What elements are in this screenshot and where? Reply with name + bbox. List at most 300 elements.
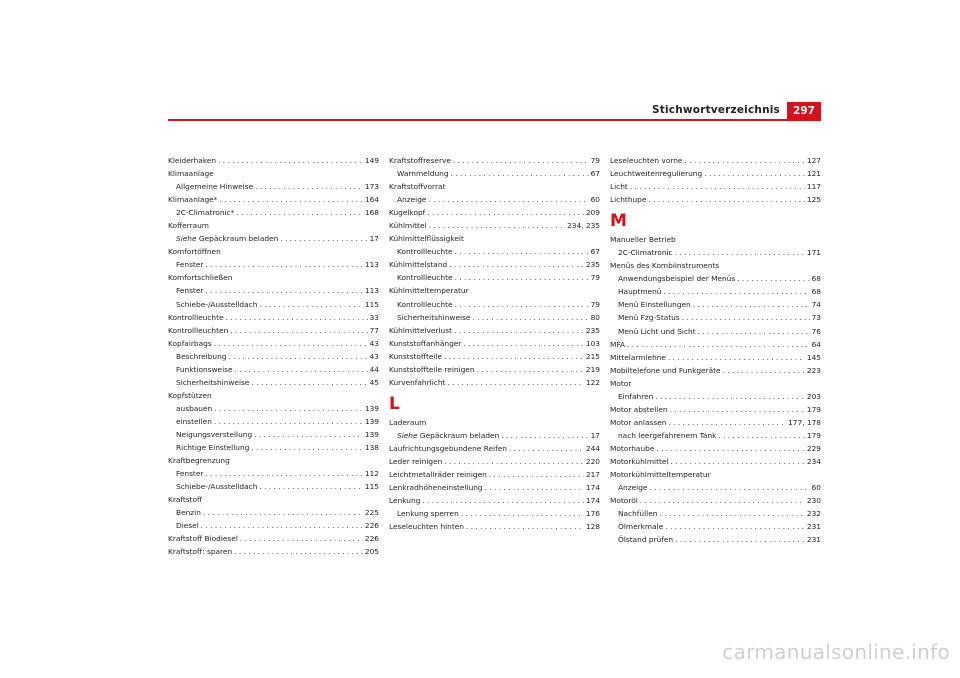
index-entry: [610, 364, 821, 377]
index-entry-label: Benzin: [176, 508, 201, 518]
dot-leader: [670, 455, 804, 468]
index-page-ref: 125: [806, 195, 821, 205]
index-page-ref: 231: [806, 535, 821, 545]
dot-leader: [489, 468, 584, 481]
index-entry: [610, 351, 821, 364]
index-entry: [389, 193, 600, 206]
index-entry: [168, 350, 379, 363]
index-page-ref: 77: [369, 325, 379, 335]
dot-leader: [509, 442, 584, 455]
index-entry-label: Sicherheitshinweise: [397, 312, 471, 322]
dot-leader: [226, 311, 368, 324]
index-page-ref: 80: [590, 312, 600, 322]
dot-leader: [203, 506, 363, 519]
index-entry: [610, 390, 821, 403]
index-heading: Kraftstoffvorrat: [389, 182, 446, 192]
index-entry: [168, 415, 379, 428]
index-page-ref: 79: [590, 273, 600, 283]
index-page-ref: 76: [811, 326, 821, 336]
index-entry: [610, 167, 821, 180]
dot-leader: [205, 284, 362, 297]
index-entry-label: Sicherheitshinweise: [176, 377, 250, 387]
dot-leader: [444, 455, 584, 468]
see-target: Gepäckraum beladen: [198, 234, 279, 244]
index-page-ref: 138: [364, 443, 379, 453]
dot-leader: [444, 350, 584, 363]
index-entry: [389, 219, 600, 232]
index-page-ref: 79: [590, 156, 600, 165]
index-entry-label: Anwendungsbeispiel der Menüs: [618, 274, 736, 284]
index-entry: [610, 455, 821, 468]
dot-leader: [453, 154, 589, 167]
index-entry: [610, 403, 821, 416]
index-entry-label: Richtige Einstellung: [176, 443, 250, 453]
index-entry-label: Kontrollleuchte: [397, 273, 453, 283]
index-page-ref: 173: [364, 182, 379, 192]
dot-leader: [219, 193, 362, 206]
index-entry-label: [397, 429, 499, 442]
dot-leader: [205, 258, 362, 271]
index-entry-label: Kraftstoff Biodiesel: [168, 534, 238, 544]
index-entry-label: Nachfüllen: [618, 509, 658, 519]
index-page-ref: 149: [364, 156, 379, 165]
index-page-ref: 229: [806, 443, 821, 453]
index-entry: [389, 363, 600, 376]
index-entry-label: Motorkühlmittel: [610, 456, 669, 466]
index-page-ref: 139: [364, 429, 379, 439]
index-entry: [389, 507, 600, 520]
index-page-ref: 113: [364, 286, 379, 296]
index-column-1: [168, 154, 379, 558]
index-heading: Kofferraum: [168, 221, 209, 231]
see-prefix: Siehe: [397, 430, 418, 440]
dot-leader: [455, 245, 589, 258]
index-page-ref: 121: [806, 169, 821, 179]
index-page-ref: 67: [590, 169, 600, 179]
index-entry-label: Hauptmenü: [618, 287, 662, 297]
section-title: Stichwortverzeichnis: [652, 104, 780, 116]
index-entry-label: Kontrollleuchte: [397, 299, 453, 309]
index-page-ref: 17: [369, 234, 379, 244]
index-heading: Kopfstützen: [168, 390, 212, 400]
index-page-ref: 44: [369, 364, 379, 374]
index-entry-label: Einfahren: [618, 391, 654, 401]
dot-leader: [466, 520, 584, 533]
index-page-ref: 171: [806, 248, 821, 258]
index-entry: [168, 193, 379, 206]
index-entry-label: Menü Licht und Sicht: [618, 326, 696, 336]
index-entry-label: Kunststoffteile: [389, 351, 443, 361]
index-entry: [389, 324, 600, 337]
dot-leader: [259, 298, 362, 311]
index-heading: Klimaanlage: [168, 169, 214, 179]
index-page-ref: 33: [369, 312, 379, 322]
index-entry: [168, 154, 379, 167]
index-entry-label: Kurvenfahrlicht: [389, 377, 446, 387]
index-page-ref: 139: [364, 416, 379, 426]
index-page-ref: 232: [806, 509, 821, 519]
index-entry: [168, 506, 379, 519]
index-entry-label: Kleiderhaken: [168, 156, 217, 165]
index-entry: [389, 154, 600, 167]
index-entry: [168, 337, 379, 350]
dot-leader: [668, 416, 786, 429]
index-page-ref: 174: [585, 496, 600, 506]
index-page-ref: 203: [806, 391, 821, 401]
index-page-ref: 67: [590, 247, 600, 257]
index-page-ref: 145: [806, 352, 821, 362]
index-page-ref: 223: [806, 365, 821, 375]
index-entry: [610, 298, 821, 311]
index-entry-label: nach leergefahrenem Tank: [618, 430, 717, 440]
dot-leader: [429, 219, 566, 232]
index-page-ref: 164: [364, 195, 379, 205]
index-entry-label: einstellen: [176, 416, 212, 426]
index-page-ref: 244: [585, 443, 600, 453]
index-entry-label: Diesel: [176, 521, 199, 531]
index-heading: Menüs des Kombiinstruments: [610, 261, 720, 271]
index-entry-label: Fenster: [176, 469, 204, 479]
dot-leader: [630, 180, 805, 193]
dot-leader: [649, 481, 809, 494]
index-entry-label: Allgemeine Hinweise: [176, 182, 254, 192]
index-entry: [389, 271, 600, 284]
index-entry: [389, 350, 600, 363]
index-entry: [610, 285, 821, 298]
index-entry: [168, 519, 379, 532]
index-entry: [610, 494, 821, 507]
index-page-ref: 17: [590, 430, 600, 440]
index-entry-label: Kontrollleuchte: [168, 312, 224, 322]
index-entry: [389, 468, 600, 481]
index-entry-label: Leuchtweitenregulierung: [610, 169, 703, 179]
index-column-2: [389, 154, 600, 533]
dot-leader: [205, 467, 362, 480]
index-page-ref: 68: [811, 274, 821, 284]
index-page-ref: 215: [585, 351, 600, 361]
dot-leader: [235, 363, 368, 376]
index-entry-label: ausbauen: [176, 403, 213, 413]
index-heading: Kühlmittelflüssigkeit: [389, 234, 464, 244]
index-entry: [389, 481, 600, 494]
dot-leader: [454, 324, 584, 337]
index-entry-label: Warnmeldung: [397, 169, 449, 179]
index-entry-label: Schiebe-/Ausstelldach: [176, 482, 258, 492]
index-entry: [168, 311, 379, 324]
index-entry: [610, 154, 821, 167]
index-entry-label: Mittelarmlehne: [610, 352, 666, 362]
index-heading: Manueller Betrieb: [610, 235, 676, 245]
index-entry-label: Lenkung: [389, 496, 421, 506]
index-entry-label: Motorhaube: [610, 443, 655, 453]
dot-leader: [485, 481, 584, 494]
index-entry-label: Leseleuchten vorne: [610, 156, 683, 165]
index-entry-label: Lenkradhöheneinstellung: [389, 483, 483, 493]
dot-leader: [280, 232, 367, 245]
index-entry-label: 2C-Climatronic: [618, 248, 673, 258]
index-entry: [389, 337, 600, 350]
dot-leader: [675, 246, 805, 259]
index-entry-label: Schiebe-/Ausstelldach: [176, 299, 258, 309]
index-entry: [168, 532, 379, 545]
dot-leader: [455, 298, 589, 311]
dot-leader: [214, 415, 363, 428]
dot-leader: [236, 206, 363, 219]
index-entry: [168, 376, 379, 389]
index-entry-label: Beschreibung: [176, 351, 227, 361]
index-entry: [168, 324, 379, 337]
dot-leader: [684, 154, 804, 167]
dot-leader: [461, 507, 584, 520]
index-entry-label: Kunststoffanhänger: [389, 338, 462, 348]
dot-leader: [428, 193, 588, 206]
dot-leader: [463, 337, 584, 350]
dot-leader: [655, 390, 805, 403]
index-page-ref: 217: [585, 470, 600, 480]
index-entry: [389, 520, 600, 533]
index-entry-label: Menü Einstellungen: [618, 300, 691, 310]
dot-leader: [501, 429, 588, 442]
index-entry-label: Lichthupe: [610, 195, 647, 205]
header-rule: [168, 119, 821, 121]
index-page-ref: 79: [590, 299, 600, 309]
index-page-ref: 112: [364, 469, 379, 479]
index-heading: Kraftstoff: [168, 495, 203, 505]
dot-leader: [627, 338, 810, 351]
index-page-ref: 225: [364, 508, 379, 518]
dot-leader: [259, 480, 362, 493]
index-entry: [168, 480, 379, 493]
index-entry: [389, 206, 600, 219]
dot-leader: [640, 494, 805, 507]
index-entry: [389, 494, 600, 507]
index-entry-label: Kühlmittelstand: [389, 260, 448, 270]
index-page-ref: 113: [364, 260, 379, 270]
index-heading: Motorkühlmitteltemperatur: [610, 470, 711, 480]
index-entry-label: Kraftstoffreserve: [389, 156, 451, 165]
index-entry: [610, 429, 821, 442]
index-page-ref: 115: [364, 482, 379, 492]
index-entry-label: Ölstand prüfen: [618, 535, 674, 545]
dot-leader: [665, 520, 805, 533]
index-entry-label: Kunststoffteile reinigen: [389, 364, 475, 374]
index-entry-label: Fenster: [176, 286, 204, 296]
index-entry: [610, 416, 821, 429]
index-page-ref: 128: [585, 522, 600, 532]
index-page-ref: 235: [585, 325, 600, 335]
index-page-ref: 168: [364, 208, 379, 218]
index-entry-label: Licht: [610, 182, 628, 192]
dot-leader: [472, 311, 588, 324]
index-page-ref: 45: [369, 377, 379, 387]
index-page-ref: 43: [369, 338, 379, 348]
dot-leader: [675, 533, 805, 546]
index-page-ref: 43: [369, 351, 379, 361]
index-page-ref: 179: [806, 430, 821, 440]
index-page-ref: 115: [364, 299, 379, 309]
dot-leader: [477, 363, 584, 376]
index-entry-label: Leseleuchten hinten: [389, 522, 464, 532]
index-entry: [168, 545, 379, 558]
dot-leader: [455, 271, 589, 284]
index-page-ref: 64: [811, 339, 821, 349]
index-entry: [168, 232, 379, 245]
index-entry: [610, 442, 821, 455]
index-heading: Laderaum: [389, 417, 427, 427]
index-page-ref: 231: [806, 522, 821, 532]
index-entry: [610, 246, 821, 259]
index-entry-label: Kühlmittel: [389, 221, 427, 231]
index-page-ref: 220: [585, 456, 600, 466]
index-entry-label: Ölmerkmale: [618, 522, 664, 532]
dot-leader: [214, 337, 368, 350]
dot-leader: [201, 519, 363, 532]
dot-leader: [659, 507, 804, 520]
index-letter-heading: M: [610, 211, 627, 232]
index-entry: [389, 245, 600, 258]
index-page-ref: 74: [811, 300, 821, 310]
dot-leader: [723, 364, 805, 377]
index-entry: [610, 272, 821, 285]
index-entry-label: Kraftstoff: sparen: [168, 547, 233, 557]
dot-leader: [698, 325, 810, 338]
index-entry: [389, 376, 600, 389]
index-column-3: [610, 154, 821, 546]
dot-leader: [427, 206, 584, 219]
page-number-badge: 297: [787, 102, 821, 120]
index-entry: [610, 325, 821, 338]
index-entry-label: Kontrollleuchten: [168, 325, 229, 335]
index-entry: [168, 284, 379, 297]
index-entry-label: Motor abstellen: [610, 404, 668, 414]
index-page-ref: 226: [364, 521, 379, 531]
dot-leader: [670, 403, 805, 416]
dot-leader: [656, 442, 805, 455]
index-entry: [610, 520, 821, 533]
index-page-ref: 234: [806, 456, 821, 466]
index-entry-label: Motor anlassen: [610, 417, 667, 427]
index-entry: [610, 180, 821, 193]
dot-leader: [240, 532, 363, 545]
index-entry: [168, 467, 379, 480]
index-page-ref: 205: [364, 547, 379, 557]
dot-leader: [718, 429, 804, 442]
index-entry: [610, 507, 821, 520]
index-page-ref: 127: [806, 156, 821, 165]
index-entry-label: MFA: [610, 339, 626, 349]
index-page-ref: 117: [806, 182, 821, 192]
index-page-ref: 103: [585, 338, 600, 348]
dot-leader: [255, 180, 363, 193]
dot-leader: [447, 376, 583, 389]
index-page-ref: 60: [590, 195, 600, 205]
index-page-ref: 174: [585, 483, 600, 493]
index-entry: [168, 428, 379, 441]
index-heading: Komfortöffnen: [168, 247, 221, 257]
index-entry: [389, 167, 600, 180]
index-entry: [389, 429, 600, 442]
index-entry: [168, 441, 379, 454]
dot-leader: [228, 350, 367, 363]
index-entry: [168, 206, 379, 219]
index-entry-label: Neigungsverstellung: [176, 429, 253, 439]
index-entry: [610, 311, 821, 324]
index-page-ref: 73: [811, 313, 821, 323]
index-entry: [389, 258, 600, 271]
see-target: Gepäckraum beladen: [419, 430, 500, 440]
dot-leader: [704, 167, 805, 180]
index-page-ref: 176: [585, 509, 600, 519]
index-entry: [610, 338, 821, 351]
dot-leader: [251, 376, 367, 389]
index-entry-label: Kopfairbags: [168, 338, 212, 348]
watermark: carmanualsonline.info: [722, 640, 950, 664]
index-page-ref: 139: [364, 403, 379, 413]
index-entry: [389, 298, 600, 311]
dot-leader: [230, 324, 367, 337]
index-page-ref: 209: [585, 208, 600, 218]
dot-leader: [682, 311, 810, 324]
index-entry-label: Klimaanlage*: [168, 195, 218, 205]
page-header: [0, 104, 960, 120]
index-page-ref: 177, 178: [788, 417, 821, 427]
index-heading: Kühlmitteltemperatur: [389, 286, 469, 296]
index-entry-label: Motoröl: [610, 496, 638, 506]
index-page-ref: 68: [811, 287, 821, 297]
index-page-ref: 234, 235: [567, 221, 600, 231]
index-entry: [389, 442, 600, 455]
index-entry-label: Laufrichtungsgebundene Reifen: [389, 443, 507, 453]
index-letter-heading: L: [389, 393, 400, 414]
index-entry: [168, 180, 379, 193]
index-entry: [389, 311, 600, 324]
index-page-ref: 230: [806, 496, 821, 506]
index-entry: [610, 481, 821, 494]
index-entry-label: Funktionsweise: [176, 364, 233, 374]
index-heading: Motor: [610, 378, 632, 388]
dot-leader: [663, 285, 809, 298]
index-entry-label: Lenkung sperren: [397, 509, 459, 519]
dot-leader: [668, 351, 805, 364]
dot-leader: [422, 494, 584, 507]
index-entry-label: Leichtmetallräder reinigen: [389, 470, 487, 480]
dot-leader: [449, 258, 584, 271]
index-entry-label: Leder reinigen: [389, 456, 443, 466]
dot-leader: [737, 272, 809, 285]
index-entry: [168, 298, 379, 311]
index-entry-label: Fenster: [176, 260, 204, 270]
dot-leader: [218, 154, 363, 167]
index-entry: [610, 533, 821, 546]
dot-leader: [693, 298, 810, 311]
index-page-ref: 122: [585, 377, 600, 387]
index-entry-label: Kontrollleuchte: [397, 247, 453, 257]
index-entry: [610, 193, 821, 206]
index-entry-label: Anzeige: [397, 195, 427, 205]
index-entry-label: Kühlmittelverlust: [389, 325, 452, 335]
index-page-ref: 60: [811, 483, 821, 493]
index-entry: [168, 258, 379, 271]
index-page-ref: 179: [806, 404, 821, 414]
index-entry: [389, 455, 600, 468]
index-entry: [168, 363, 379, 376]
index-page-ref: 226: [364, 534, 379, 544]
index-entry-label: Anzeige: [618, 483, 648, 493]
dot-leader: [648, 193, 804, 206]
index-entry-label: [176, 232, 278, 245]
dot-leader: [251, 441, 363, 454]
dot-leader: [254, 428, 363, 441]
